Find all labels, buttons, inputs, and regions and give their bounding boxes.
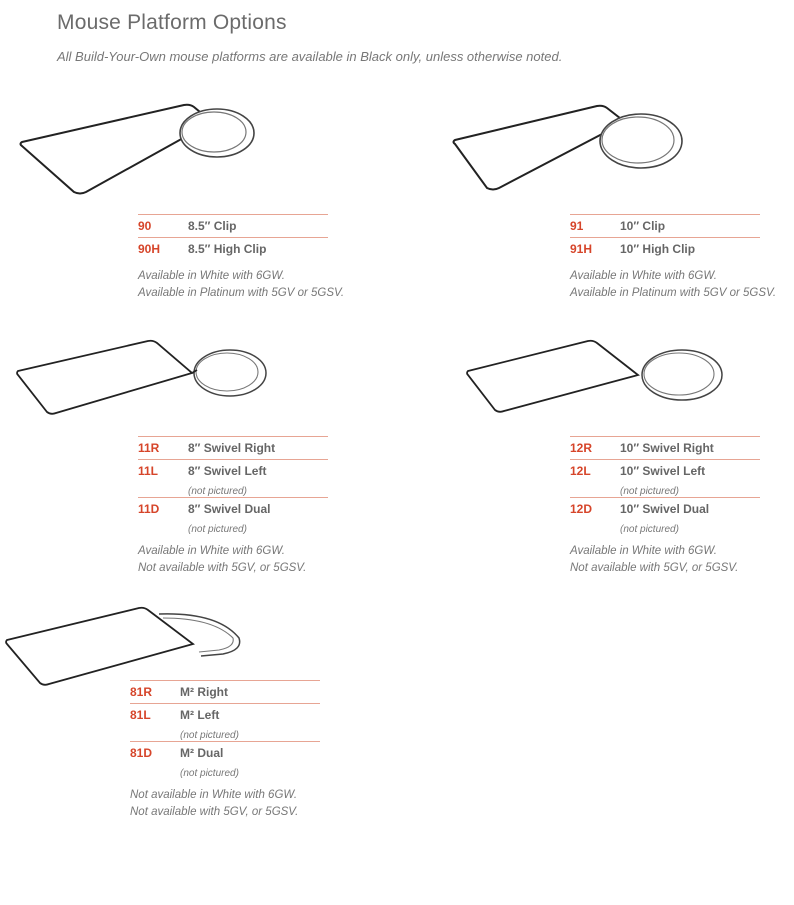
option-table xyxy=(138,436,328,535)
option-code: 11L xyxy=(138,464,159,478)
note-line: Available in White with 6GW. xyxy=(138,270,286,282)
option-name: M² Left xyxy=(180,708,220,722)
table-row xyxy=(570,436,760,459)
option-code: 12D xyxy=(570,502,593,516)
availability-note xyxy=(570,268,776,302)
option-code: 90H xyxy=(138,242,161,256)
note-line: Available in White with 6GW. xyxy=(570,270,718,282)
page-title: Mouse Platform Options xyxy=(57,11,287,34)
note-line: Not available with 5GV, or 5GSV. xyxy=(138,562,307,574)
option-name: 8.5″ High Clip xyxy=(188,242,267,256)
table-row xyxy=(138,237,328,260)
option-code: 81R xyxy=(130,685,153,699)
not-pictured-label: (not pictured) xyxy=(180,768,239,779)
swivel-platform-illustration xyxy=(12,337,272,419)
note-line: Not available in White with 6GW. xyxy=(130,789,298,801)
not-pictured-label: (not pictured) xyxy=(188,486,247,497)
table-row xyxy=(138,459,328,497)
table-row xyxy=(130,741,320,779)
note-line: Available in Platinum with 5GV or 5GSV. xyxy=(570,287,777,299)
option-name: 10″ Swivel Dual xyxy=(620,502,710,516)
option-name: 8″ Swivel Dual xyxy=(188,502,271,516)
option-table xyxy=(138,214,328,260)
page-subtitle: All Build-Your-Own mouse platforms are available in Black only, unless otherwise noted. xyxy=(57,49,563,64)
option-code: 91H xyxy=(570,242,593,256)
not-pictured-label: (not pictured) xyxy=(180,730,239,741)
m2-platform-illustration xyxy=(3,602,249,692)
not-pictured-label: (not pictured) xyxy=(620,486,679,497)
table-row xyxy=(138,497,328,535)
not-pictured-label: (not pictured) xyxy=(620,524,679,535)
table-row xyxy=(570,237,760,260)
option-name: 8″ Swivel Right xyxy=(188,441,276,455)
option-name: 10″ Clip xyxy=(620,219,666,233)
option-code: 90 xyxy=(138,219,152,233)
note-line: Available in White with 6GW. xyxy=(570,545,718,557)
availability-note xyxy=(138,543,306,577)
option-code: 12R xyxy=(570,441,593,455)
option-name: 8.5″ Clip xyxy=(188,219,237,233)
option-code: 91 xyxy=(570,219,584,233)
option-code: 81D xyxy=(130,746,153,760)
table-row xyxy=(138,214,328,237)
table-row xyxy=(130,703,320,741)
note-line: Not available with 5GV, or 5GSV. xyxy=(570,562,739,574)
option-name: M² Right xyxy=(180,685,228,699)
not-pictured-label: (not pictured) xyxy=(188,524,247,535)
table-row xyxy=(570,459,760,497)
availability-note xyxy=(570,543,738,577)
swivel-platform-illustration xyxy=(462,337,730,415)
option-table xyxy=(570,436,760,535)
option-name: 10″ High Clip xyxy=(620,242,696,256)
table-row xyxy=(130,680,320,703)
option-name: 8″ Swivel Left xyxy=(188,464,267,478)
table-row xyxy=(570,497,760,535)
note-line: Not available with 5GV, or 5GSV. xyxy=(130,806,299,818)
option-name: M² Dual xyxy=(180,746,224,760)
note-line: Available in White with 6GW. xyxy=(138,545,286,557)
option-name: 10″ Swivel Left xyxy=(620,464,706,478)
option-table xyxy=(130,680,320,779)
option-code: 11D xyxy=(138,502,160,516)
table-row xyxy=(570,214,760,237)
table-row xyxy=(138,436,328,459)
option-name: 10″ Swivel Right xyxy=(620,441,714,455)
clip-platform-illustration xyxy=(14,98,260,202)
availability-note xyxy=(130,787,298,821)
option-table xyxy=(570,214,760,260)
clip-platform-illustration xyxy=(447,98,687,196)
option-code: 81L xyxy=(130,708,151,722)
option-code: 11R xyxy=(138,441,160,455)
availability-note xyxy=(138,268,344,302)
note-line: Available in Platinum with 5GV or 5GSV. xyxy=(138,287,345,299)
option-code: 12L xyxy=(570,464,591,478)
